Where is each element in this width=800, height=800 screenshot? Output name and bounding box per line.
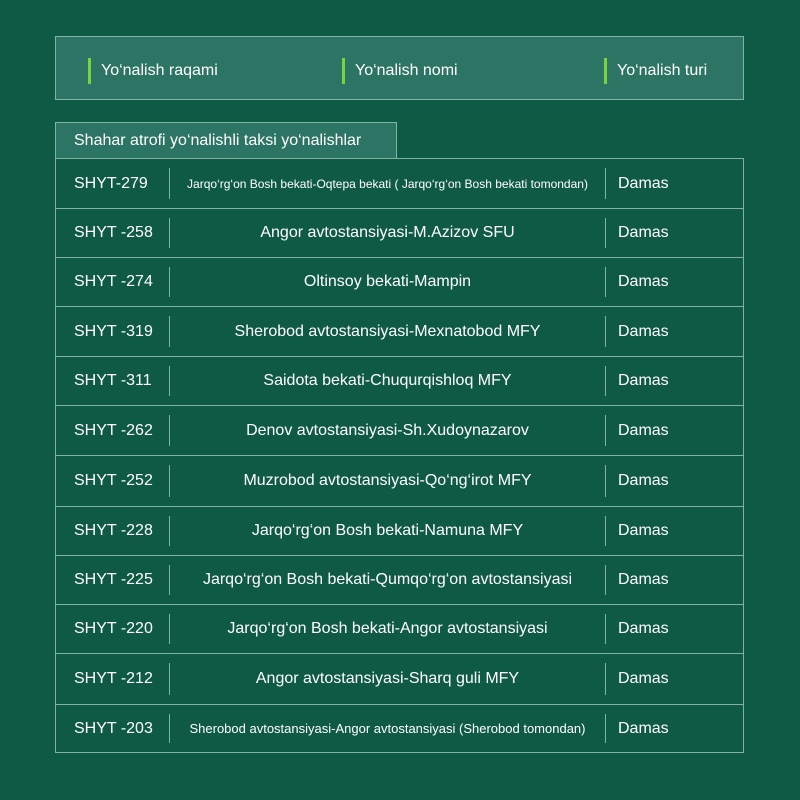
route-code: SHYT -252 [74, 472, 153, 489]
column-header-route-type: Yo‘nalish turi [604, 58, 707, 84]
route-type: Damas [618, 719, 669, 737]
route-code: SHYT -220 [74, 620, 153, 637]
route-name: Sherobod avtostansiyasi-Angor avtostansiyasi (Sherobod tomondan) [189, 721, 586, 736]
route-type: Damas [618, 224, 669, 241]
table-row [56, 209, 743, 257]
column-header-route-number: Yo‘nalish raqami [88, 58, 218, 84]
table-row [56, 307, 743, 356]
table-row [56, 258, 743, 306]
table-row [56, 654, 743, 704]
table-row [56, 456, 743, 506]
route-name: Jarqo‘rg‘on Bosh bekati-Oqtepa bekati ( Jarqo‘rg‘on Bosh bekati tomondan) [187, 176, 588, 191]
route-type: Damas [618, 421, 669, 439]
route-type: Damas [618, 322, 669, 340]
route-code: SHYT -225 [74, 571, 153, 588]
table-row [56, 705, 743, 752]
route-type: Damas [618, 571, 669, 588]
section-title: Shahar atrofi yo‘nalishli taksi yo‘nalishlar [55, 122, 397, 158]
column-divider [605, 663, 606, 695]
route-code: SHYT -258 [74, 224, 153, 241]
table-row [56, 357, 743, 405]
route-name: Sherobod avtostansiyasi-Mexnatobod MFY [234, 322, 541, 340]
column-header-route-name: Yo‘nalish nomi [342, 58, 458, 84]
column-divider [605, 516, 606, 546]
route-type: Damas [618, 372, 669, 389]
route-name: Saidota bekati-Chuqurqishloq MFY [263, 372, 512, 389]
route-name: Jarqo‘rg‘on Bosh bekati-Namuna MFY [251, 522, 524, 539]
column-divider [605, 714, 606, 743]
route-type: Damas [618, 174, 669, 192]
column-divider [605, 614, 606, 644]
column-divider [605, 168, 606, 199]
route-code: SHYT -212 [74, 670, 153, 687]
table-row [56, 556, 743, 604]
route-type: Damas [618, 522, 669, 539]
column-divider [605, 465, 606, 497]
route-code: SHYT-279 [74, 174, 148, 192]
route-name: Angor avtostansiyasi-M.Azizov SFU [260, 224, 515, 241]
route-code: SHYT -319 [74, 322, 153, 340]
table-row [56, 605, 743, 653]
route-type: Damas [618, 620, 669, 637]
column-divider [605, 565, 606, 595]
table-row [56, 159, 743, 208]
column-divider [605, 366, 606, 396]
column-divider [605, 415, 606, 446]
route-name: Angor avtostansiyasi-Sharq guli MFY [255, 670, 520, 687]
column-divider [605, 267, 606, 297]
column-divider [605, 218, 606, 248]
table-header [55, 36, 744, 100]
route-type: Damas [618, 670, 669, 687]
route-name: Muzrobod avtostansiyasi-Qo‘ng‘irot MFY [243, 472, 532, 489]
route-type: Damas [618, 273, 669, 290]
route-name: Jarqo‘rg‘on Bosh bekati-Angor avtostansiyasi [227, 620, 548, 637]
table-row [56, 406, 743, 455]
route-type: Damas [618, 472, 669, 489]
route-code: SHYT -203 [74, 719, 153, 737]
route-name: Denov avtostansiyasi-Sh.Xudoynazarov [246, 421, 529, 439]
routes-table [55, 158, 744, 753]
route-name: Oltinsoy bekati-Mampin [303, 273, 472, 290]
route-name: Jarqo‘rg‘on Bosh bekati-Qumqo‘rg‘on avtostansiyasi [202, 571, 573, 588]
column-divider [605, 316, 606, 347]
route-code: SHYT -228 [74, 522, 153, 539]
route-code: SHYT -311 [74, 372, 152, 389]
route-code: SHYT -262 [74, 421, 153, 439]
route-code: SHYT -274 [74, 273, 153, 290]
table-row [56, 507, 743, 555]
